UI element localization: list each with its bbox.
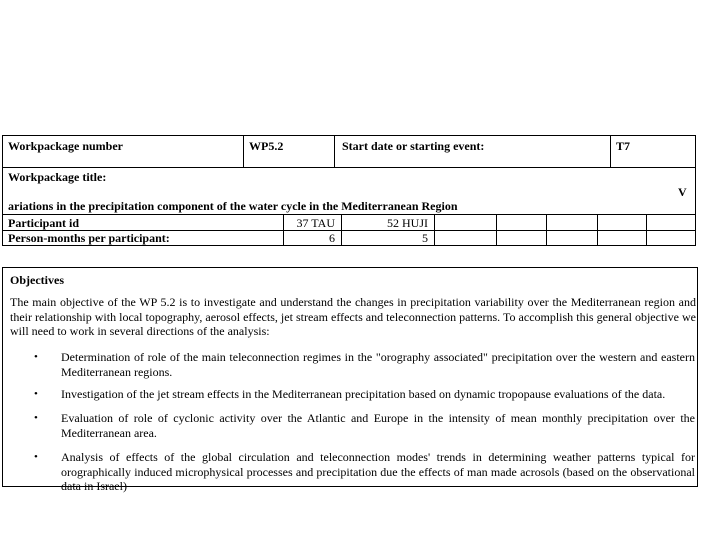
objective-bullet-item: Investigation of the jet stream effects in the Mediterranean precipitation based on dynamic tropopause evaluations of the data. xyxy=(61,387,666,401)
objectives-heading: Objectives xyxy=(10,273,64,287)
wp-title-text: ariations in the precipitation component of the water cycle in the Mediterranean Region xyxy=(8,199,458,213)
start-date-value: T7 xyxy=(616,139,631,153)
table-col-divider xyxy=(646,214,647,245)
person-months-label: Person-months per participant: xyxy=(8,231,170,245)
wp-title-overflow-char: V xyxy=(678,185,687,199)
objective-bullet-item: Evaluation of role of cyclonic activity over the Atlantic and Europe in the intensity of mean monthly precipitation over the Mediterranean area. xyxy=(61,411,695,440)
table-col-divider xyxy=(610,135,611,167)
bullet-icon: • xyxy=(34,451,38,463)
table-border-top xyxy=(2,135,696,136)
table-col-divider xyxy=(546,214,547,245)
table-border-left xyxy=(2,135,3,246)
table-col-divider xyxy=(334,135,335,167)
table-col-divider xyxy=(597,214,598,245)
objective-bullet-item: Determination of role of the main teleconnection regimes in the "orography associated" precipitation over the western and eastern Mediterranean regions. xyxy=(61,350,695,379)
objectives-intro: The main objective of the WP 5.2 is to investigate and understand the changes in precipitation variability over the Mediterranean region and their relationship with local topography, aerosol effects, jet stream effects and teleconnection patterns. To accomplish this general objective we will need to work in several directions of the analysis: xyxy=(10,295,696,338)
objectives-box xyxy=(2,267,698,493)
table-col-divider xyxy=(243,135,244,167)
objective-bullet-item: Analysis of effects of the global circulation and teleconnection modes' trends in determining weather patterns typical for orographically induced microphysical processes and precipitation due the effects of man made acrosols (based on the observational data in Israel) xyxy=(61,450,695,493)
table-row-divider xyxy=(2,167,696,168)
wp-number-label: Workpackage number xyxy=(8,139,124,153)
start-date-label: Start date or starting event: xyxy=(342,139,485,153)
bullet-icon: • xyxy=(34,351,38,363)
table-col-divider xyxy=(434,214,435,245)
bullet-icon: • xyxy=(34,388,38,400)
wp-number-value: WP5.2 xyxy=(249,139,284,153)
bullet-icon: • xyxy=(34,412,38,424)
participant-id-cell: 52 HUJI xyxy=(387,216,428,230)
participant-id-cell: 37 TAU xyxy=(296,216,335,230)
table-border-right xyxy=(695,135,696,246)
person-months-cell: 6 xyxy=(329,231,335,245)
person-months-cell: 5 xyxy=(422,231,428,245)
wp-title-label: Workpackage title: xyxy=(8,170,107,184)
table-border-bottom xyxy=(2,245,696,246)
table-col-divider xyxy=(496,214,497,245)
participant-id-label: Participant id xyxy=(8,216,79,230)
table-row-divider xyxy=(2,214,696,215)
